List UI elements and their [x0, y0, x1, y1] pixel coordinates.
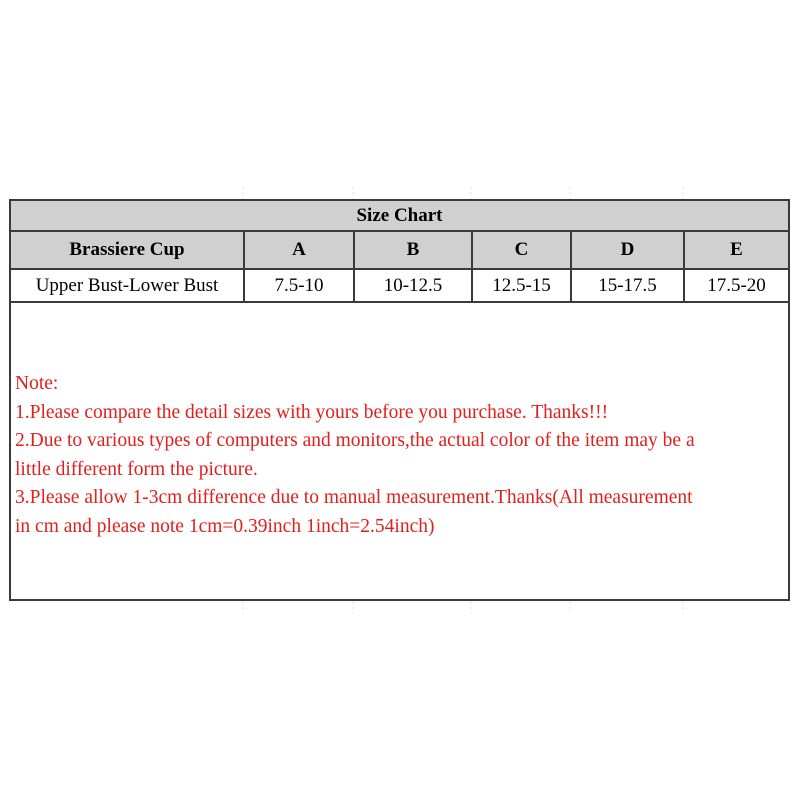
cup-header-a: A	[244, 232, 354, 269]
note-line: little different form the picture.	[15, 458, 258, 480]
note-line: 2.Due to various types of computers and monitors,the actual color of the item may be a	[15, 430, 695, 451]
cell-d-value: 15-17.5	[571, 269, 684, 302]
cup-header-d: D	[571, 232, 684, 269]
note-line: in cm and please note 1cm=0.39inch 1inch=2.54inch)	[15, 515, 435, 537]
cup-header-c: C	[472, 232, 571, 269]
row-header-brassiere-cup: Brassiere Cup	[11, 232, 244, 269]
size-chart-title: Size Chart	[11, 201, 788, 232]
cell-a-value: 7.5-10	[244, 269, 354, 302]
cell-e-value: 17.5-20	[684, 269, 788, 302]
row-label-bust-difference: Upper Bust-Lower Bust	[11, 269, 244, 302]
table-row	[11, 269, 788, 302]
note-heading: Note:	[15, 373, 59, 394]
cell-b-value: 10-12.5	[354, 269, 472, 302]
table-header-row	[11, 232, 788, 269]
cup-header-b: B	[354, 232, 472, 269]
notes-section	[11, 303, 788, 541]
note-line: 3.Please allow 1-3cm difference due to manual measurement.Thanks(All measurement	[15, 487, 693, 508]
cup-header-e: E	[684, 232, 788, 269]
size-chart-box	[9, 199, 790, 601]
note-line: 1.Please compare the detail sizes with yours before you purchase. Thanks!!!	[15, 401, 609, 423]
size-table	[11, 232, 788, 303]
cell-c-value: 12.5-15	[472, 269, 571, 302]
